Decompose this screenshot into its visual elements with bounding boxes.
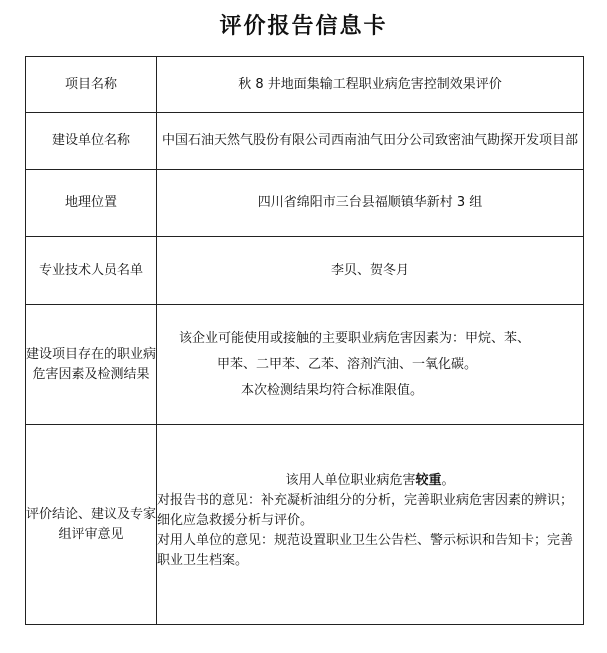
row-builder <box>26 113 584 170</box>
hazards-factors-line-continued: 甲苯、二甲苯、乙苯、溶剂汽油、一氧化碳。 <box>217 356 478 372</box>
experts-value: 李贝、贺冬月 <box>157 237 584 305</box>
conclusion-summary <box>157 425 583 491</box>
row-hazards <box>26 305 584 425</box>
document-title: 评价报告信息卡 <box>219 14 388 39</box>
row-conclusion <box>26 425 584 625</box>
conclusion-severity: 较重 <box>415 473 442 488</box>
report-opinion: 对报告书的意见：补充凝析油组分的分析，完善职业病危害因素的辨识；细化应急救援分析与评价。 <box>157 493 574 528</box>
conclusion-label: 评价结论、建议及专家组评审意见 <box>26 425 157 625</box>
info-card-table <box>25 56 584 625</box>
row-location <box>26 170 584 237</box>
hazards-label: 建设项目存在的职业病危害因素及检测结果 <box>26 305 157 425</box>
builder-label: 建设单位名称 <box>26 113 157 170</box>
location-label: 地理位置 <box>26 170 157 237</box>
conclusion-value <box>157 425 584 625</box>
conclusion-summary-prefix: 该用人单位职业病危害 <box>285 473 416 488</box>
experts-label: 专业技术人员名单 <box>26 237 157 305</box>
row-experts <box>26 237 584 305</box>
project-name-label: 项目名称 <box>26 57 157 113</box>
hazards-factors-line: 该企业可能使用或接触的主要职业病危害因素为：甲烷、苯、 <box>179 330 531 346</box>
hazards-value <box>157 305 584 425</box>
employer-opinion: 对用人单位的意见：规范设置职业卫生公告栏、警示标识和告知卡；完善职业卫生档案。 <box>157 533 574 568</box>
location-value: 四川省绵阳市三台县福顺镇华新村 3 组 <box>157 170 584 237</box>
project-name-value: 秋 8 井地面集输工程职业病危害控制效果评价 <box>157 57 584 113</box>
conclusion-summary-suffix: 。 <box>441 473 455 488</box>
hazards-test-result: 本次检测结果均符合标准限值。 <box>241 382 424 398</box>
builder-value: 中国石油天然气股份有限公司西南油气田分公司致密油气勘探开发项目部 <box>157 113 584 170</box>
row-project-name <box>26 57 584 113</box>
